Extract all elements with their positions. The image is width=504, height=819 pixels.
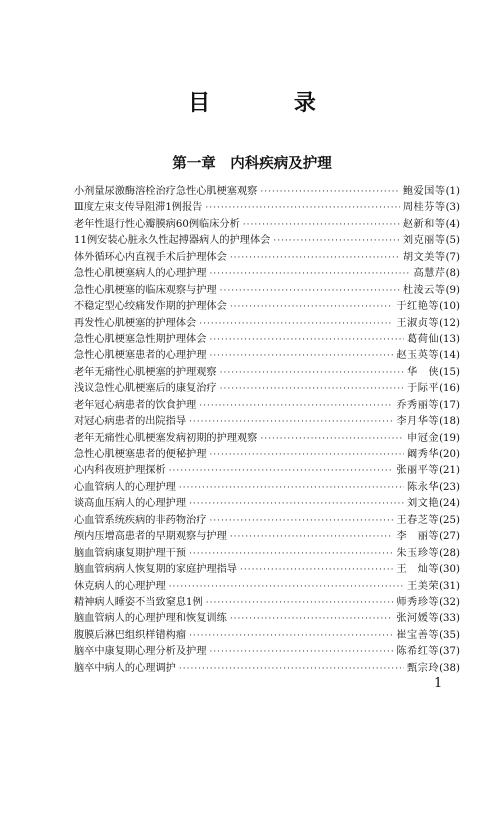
dot-leader [179,480,404,496]
entry-page: (10) [439,301,460,313]
toc-entry [74,480,460,496]
entry-title: 急性心肌梗塞病人的心理护理 [74,268,207,280]
dot-leader [179,661,404,677]
entry-title: 再发性心肌梗塞的护理体会 [74,317,197,329]
toc-entry [74,463,460,479]
toc-entry [74,611,460,627]
entry-title: 急性心肌梗塞患者的便秘护理 [74,449,207,460]
toc-entry [74,200,460,216]
entry-title: 浅议急性心肌梗塞后的康复治疗 [74,383,217,395]
entry-author: 崔宝善等 [396,629,440,641]
dot-leader [260,184,399,200]
entry-page: (14) [439,350,460,362]
toc-entry [74,266,460,282]
entry-title: 不稳定型心绞痛发作期的护理体会 [74,301,227,313]
entry-page: (18) [439,416,460,428]
entry-page: (17) [439,399,460,411]
entry-page: (23) [439,481,460,493]
dot-leader [230,529,394,545]
toc-entry [74,496,460,512]
dot-leader [220,283,400,299]
entry-page: (31) [439,580,460,592]
dot-leader [220,381,404,397]
entry-page: (3) [445,202,460,214]
entry-author: 于际平 [407,383,440,395]
entry-page: (9) [445,284,460,296]
entry-title: 老年无痛性心肌梗塞发病初期的护理观察 [74,432,258,444]
dot-leader [273,233,399,249]
dot-leader [209,513,393,529]
entry-page: (13) [439,333,460,345]
entry-title: 颅内压增高患者的早期观察与护理 [74,531,227,543]
entry-page: (27) [439,531,460,543]
entry-title: Ⅲ度左束支传导阻滞1例报告 [74,202,203,214]
entry-page: (37) [439,646,460,658]
toc-entry [74,184,460,200]
entry-author: 申冠金 [407,432,440,444]
dot-leader [169,579,404,595]
dot-leader [230,250,400,266]
dot-leader [199,398,393,414]
entry-title: 老年性退行性心瓣膜病60例临床分析 [74,218,240,230]
entry-page: (20) [439,449,460,460]
toc-entry [74,398,460,414]
entry-author: 陈永华 [407,481,440,493]
table-of-contents [74,184,460,677]
dot-leader [205,200,399,216]
dot-leader [199,316,393,332]
entry-title: 谈高血压病人的心理护理 [74,498,187,510]
toc-entry [74,381,460,397]
dot-leader [209,266,410,282]
entry-author: 王 灿等 [396,564,440,576]
entry-title: 心血管系统疾病的非药物治疗 [74,514,207,526]
entry-author: 张河媛等 [396,613,440,625]
entry-page: (4) [445,218,460,230]
entry-title: 老年冠心病患者的饮食护理 [74,399,197,411]
toc-entry [74,431,460,447]
chapter-heading: 第一章 内科疾病及护理 [172,156,332,172]
dot-leader [230,299,394,315]
dot-leader [189,414,393,430]
entry-author: 王淑贞等 [396,317,440,329]
toc-entry [74,513,460,529]
dot-leader [220,365,404,381]
entry-title: 小剂量尿激酶溶栓治疗急性心肌梗塞观察 [74,186,258,197]
dot-leader [260,431,404,447]
dot-leader [209,332,404,348]
toc-entry [74,316,460,332]
entry-page: (24) [439,498,460,510]
dot-leader [209,644,393,660]
entry-author: 于红艳等 [396,301,440,313]
entry-author: 陈希红等 [396,646,440,658]
dot-leader [209,348,393,364]
entry-page: (30) [439,564,460,576]
entry-author: 朱玉珍等 [396,547,440,559]
toc-entry [74,283,460,299]
entry-title: 老年无痛性心肌梗塞的护理观察 [74,366,217,378]
page-title: 目 录 [188,91,354,116]
entry-author: 阚秀华 [407,449,440,460]
entry-title: 心内科夜班护理探析 [74,465,166,477]
toc-entry [74,332,460,348]
entry-page: (38) [439,662,460,674]
entry-page: (28) [439,547,460,559]
dot-leader [189,496,404,512]
dot-leader [243,217,400,233]
entry-title: 急性心肌梗塞急性期护理体会 [74,333,207,345]
entry-title: 腹膜后淋巴组织样错构瘤 [74,629,187,641]
toc-entry [74,233,460,249]
entry-title: 体外循环心内直视手术后护理体会 [74,251,227,263]
toc-entry [74,447,460,463]
entry-page: (21) [439,465,460,477]
entry-author: 王美荣 [407,580,440,592]
dot-leader [189,546,393,562]
entry-author: 乔秀丽等 [396,399,440,411]
toc-entry [74,250,460,266]
entry-page: (32) [439,596,460,608]
entry-author: 赵玉英等 [396,350,440,362]
entry-title: 脑血管病康复期护理干预 [74,547,187,559]
entry-author: 王春芝等 [396,514,440,526]
entry-author: 李月华等 [396,416,440,428]
entry-title: 休克病人的心理护理 [74,580,166,592]
entry-title: 急性心肌梗塞的临床观察与护理 [74,284,217,296]
entry-author: 周桂芬等 [402,202,446,214]
entry-page: (12) [439,317,460,329]
entry-page: (1) [445,186,460,197]
entry-page: (7) [445,251,460,263]
entry-author: 葛荷仙 [407,333,440,345]
entry-page: (5) [445,235,460,247]
entry-page: (33) [439,613,460,625]
toc-entry [74,348,460,364]
toc-entry [74,217,460,233]
entry-page: (19) [439,432,460,444]
entry-title: 心血管病人的心理护理 [74,481,176,493]
dot-leader [206,595,394,611]
entry-author: 刘文艳 [407,498,440,510]
entry-author: 高慧芹 [413,268,446,280]
dot-leader [240,562,393,578]
entry-title: 急性心肌梗塞患者的心理护理 [74,350,207,362]
page-number: 1 [434,676,443,691]
toc-entry [74,628,460,644]
toc-entry [74,529,460,545]
entry-author: 刘克丽等 [402,235,446,247]
toc-entry [74,546,460,562]
entry-page: (16) [439,383,460,395]
toc-entry [74,595,460,611]
dot-leader [230,611,394,627]
entry-author: 赵新和等 [402,218,446,230]
entry-author: 李 丽等 [396,531,440,543]
dot-leader [169,463,394,479]
toc-entry [74,365,460,381]
toc-entry [74,299,460,315]
toc-entry [74,579,460,595]
entry-author: 华 侠 [407,366,440,378]
dot-leader [209,447,404,463]
entry-title: 11例安装心脏永久性起搏器病人的护理体会 [74,235,271,247]
entry-title: 脑血管病人的心理护理和恢复训练 [74,613,227,625]
toc-entry [74,644,460,660]
toc-entry [74,661,460,677]
entry-title: 脑卒中康复期心理分析及护理 [74,646,207,658]
entry-title: 对冠心病患者的出院指导 [74,416,187,428]
entry-author: 胡文美等 [402,251,446,263]
toc-entry [74,562,460,578]
entry-page: (8) [445,268,460,280]
entry-author: 甄宗玲 [407,662,440,674]
entry-author: 张丽平等 [396,465,440,477]
entry-page: (35) [439,629,460,641]
entry-page: (15) [439,366,460,378]
entry-author: 杜淩云等 [402,284,446,296]
entry-author: 鲍爱国等 [402,186,446,197]
entry-page: (25) [439,514,460,526]
entry-title: 脑血管病病人恢复期的家庭护理指导 [74,564,237,576]
entry-author: 师秀珍等 [396,596,440,608]
dot-leader [189,628,393,644]
entry-title: 精神病人睡姿不当致窒息1例 [74,596,203,608]
toc-entry [74,414,460,430]
entry-title: 脑卒中病人的心理调护 [74,662,176,674]
